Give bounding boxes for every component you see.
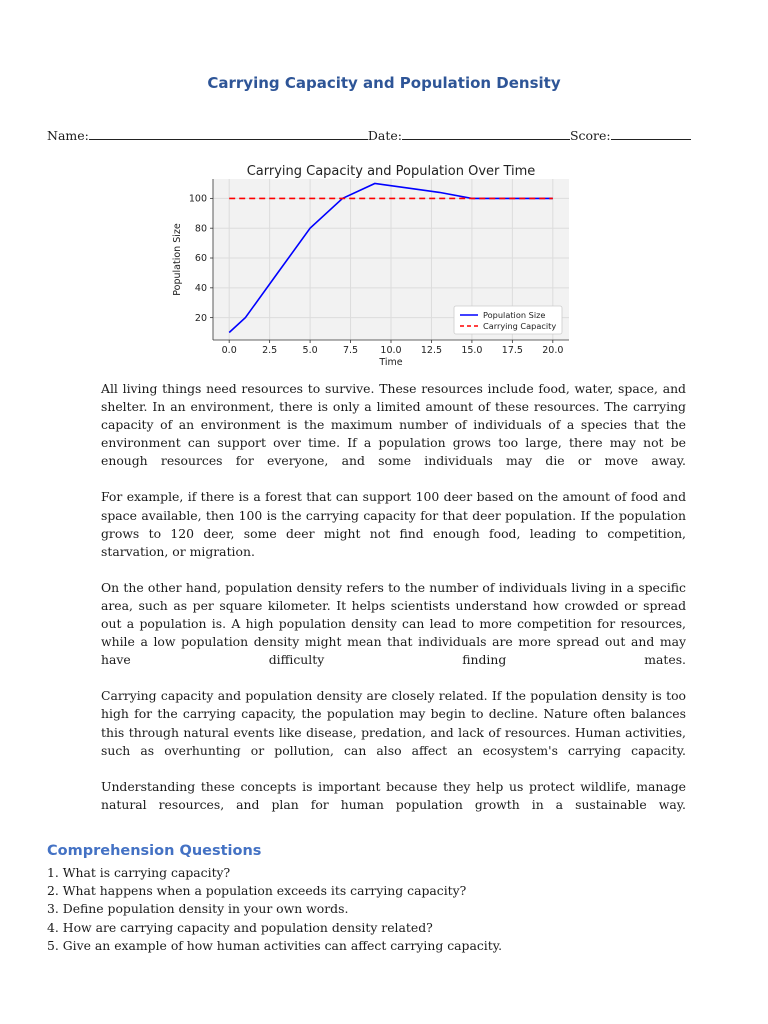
student-info-line [47,127,687,143]
population-chart [166,155,576,373]
chart-title: Carrying Capacity and Population Over Time [246,164,536,179]
x-tick-label: 17.5 [501,345,523,356]
score-label: Score: [569,128,611,143]
question-item: 1. What is carrying capacity? [47,865,231,880]
reading-passage [101,380,686,832]
questions-heading: Comprehension Questions [47,843,262,859]
x-tick-label: 10.0 [380,345,402,356]
question-item: 3. Define population density in your own words. [47,901,349,917]
score-blank[interactable] [611,127,691,140]
x-tick-label: 15.0 [461,345,483,356]
y-tick-label: 40 [194,283,207,295]
x-tick-label: 0.0 [221,345,237,356]
chart-svg [166,155,576,373]
legend-label: Population Size [483,310,546,320]
x-tick-label: 7.5 [342,345,359,356]
y-axis-label: Population Size [172,223,183,296]
date-blank[interactable] [402,127,570,140]
question-item: 2. What happens when a population exceeds its carrying capacity? [47,883,467,899]
paragraph: Understanding these concepts is important because they help us protect wildlife, manage natural resources, and plan for human population growth in a sustainable way. [101,778,686,812]
date-label: Date: [367,128,402,143]
x-tick-label: 2.5 [262,345,278,356]
x-tick-label: 5.0 [302,345,318,356]
legend-label: Carrying Capacity [483,321,557,331]
y-tick-label: 60 [194,253,207,265]
name-blank[interactable] [89,127,368,140]
paragraph: On the other hand, population density refers to the number of individuals living in a specific area, such as per square kilometer. It helps scientists understand how crowded or spread out a population is. A high population density can lead to more competition for resources, while a low population density might mean that individuals are more spread out and may have difficulty finding mates. [101,579,686,668]
questions-list [47,864,697,955]
name-label: Name: [47,128,89,143]
x-tick-label: 20.0 [542,345,564,356]
y-tick-label: 80 [194,223,207,235]
paragraph: All living things need resources to survive. These resources include food, water, space, and shelter. In an environment, there is only a limited amount of these resources. The carrying capacity of an environment is the maximum number of individuals of a species that the environment can support over time. If a population grows too large, there may not be enough resources for everyone, and some individuals may die or move away. [101,381,686,469]
y-tick-label: 100 [188,193,207,205]
y-tick-label: 20 [194,312,207,324]
worksheet-title: Carrying Capacity and Population Density [207,74,561,92]
question-item: 4. How are carrying capacity and population density related? [47,919,433,935]
paragraph: Carrying capacity and population density are closely related. If the population density is too high for the carrying capacity, the population may begin to decline. Nature often balances this through natural events like disease, predation, and lack of resources. Human activities, such as overhunting or pollution, can also affect an ecosystem's carrying capacity. [101,688,686,758]
x-axis-label: Time [379,357,403,368]
x-tick-label: 12.5 [420,345,443,356]
question-item: 5. Give an example of how human activities can affect carrying capacity. [47,937,503,953]
paragraph: For example, if there is a forest that can support 100 deer based on the amount of food and space available, then 100 is the carrying capacity for that deer population. If the population grows to 120 deer, some deer might not find enough food, leading to competition, starvation, or migration. [101,489,686,559]
